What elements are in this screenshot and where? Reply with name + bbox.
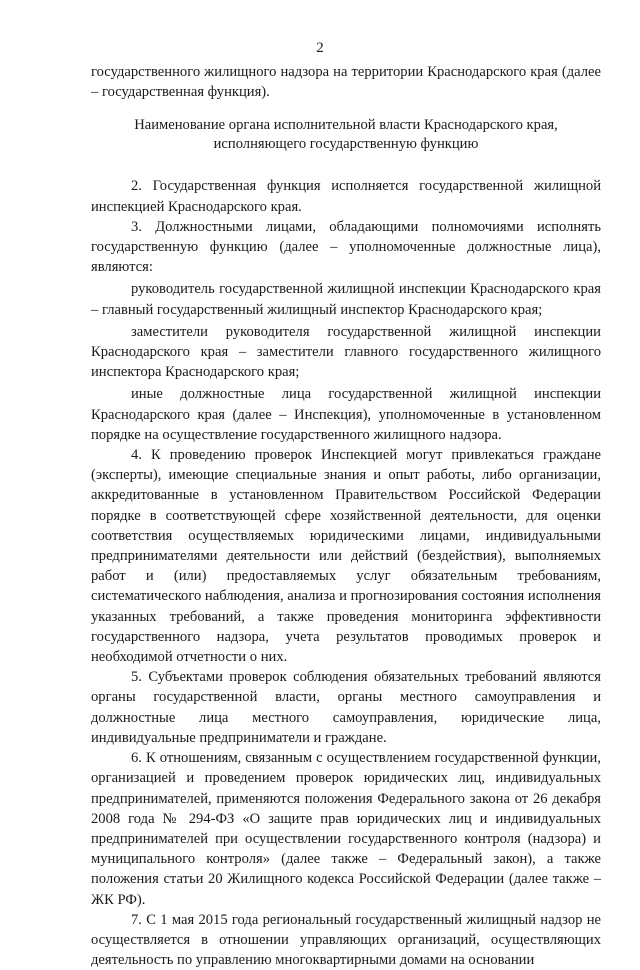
paragraph-3: 3. Должностными лицами, обладающими полномочиями исполнять государственную функцию (далее – уполномоченные должностные лица), являются: xyxy=(91,218,601,276)
paragraph-4: 4. К проведению проверок Инспекцией могут привлекаться граждане (эксперты), имеющие специальные знания и опыт работы, либо организации, аккредитованные в установленном Правительством Российской Федерации порядке в соответствующей сфере хозяйственной деятельности, для оценки соответствия осуществляемых юридическими лицами, индивидуальными предпринимателями деятельности или действий (бездействия), выполняемых работ и (или) предоставляемых услуг обязательным требованиям, систематического наблюдения, анализа и прогнозирования состояния исполнения указанных требований, а также проведения мониторинга эффективности государственного надзора, учета результатов проводимых проверок и необходимой отчетности о них. xyxy=(91,447,602,666)
intro-paragraph: государственного жилищного надзора на территории Краснодарского края (далее – государственная функция). xyxy=(91,64,601,101)
paragraph-5: 5. Субъектами проверок соблюдения обязательных требований являются органы государственной власти, органы местного самоуправления и должностные лица местного самоуправления, юридические лица, индивидуальные предприниматели и граждане. xyxy=(91,669,601,746)
paragraph-2: 2. Государственная функция исполняется государственной жилищной инспекцией Краснодарского края. xyxy=(91,178,601,215)
paragraph-3-item-head: руководитель государственной жилищной инспекции Краснодарского края – главный государственный жилищный инспектор Краснодарского края; xyxy=(91,281,601,318)
paragraph-3-item-other-officials: иные должностные лица государственной жилищной инспекции Краснодарского края (далее – Инспекция), уполномоченные в установленном порядке на осуществление государственного жилищного надзора. xyxy=(91,386,601,443)
paragraph-7: 7. С 1 мая 2015 года региональный государственный жилищный надзор не осуществляется в отношении управляющих организаций, осуществляющих деятельность по управлению многоквартирными домами на основании xyxy=(91,911,601,969)
paragraph-3-item-deputies: заместители руководителя государственной жилищной инспекции Краснодарского края – заместители главного государственного жилищного инспектора Краснодарского края; xyxy=(91,323,601,381)
section-heading-line-1: Наименование органа исполнительной власти Краснодарского края, xyxy=(134,117,558,134)
section-heading xyxy=(91,116,601,154)
section-heading-line-2: исполняющего государственную функцию xyxy=(213,136,479,153)
paragraph-6: 6. К отношениям, связанным с осуществлением государственной функции, организацией и проведением проверок юридических лиц, индивидуальных предпринимателей, применяются положения Федерального закона от 26 декабря 2008 года № 294-ФЗ «О защите прав юридических лиц и индивидуальных предпринимателей при осуществлении государственного контроля (надзора) и муниципального контроля» (далее также – Федеральный закон), а также положения статьи 20 Жилищного кодекса Российской Федерации (далее также – ЖК РФ). xyxy=(91,750,601,908)
document-body xyxy=(91,62,601,970)
page-number: 2 xyxy=(316,40,324,56)
